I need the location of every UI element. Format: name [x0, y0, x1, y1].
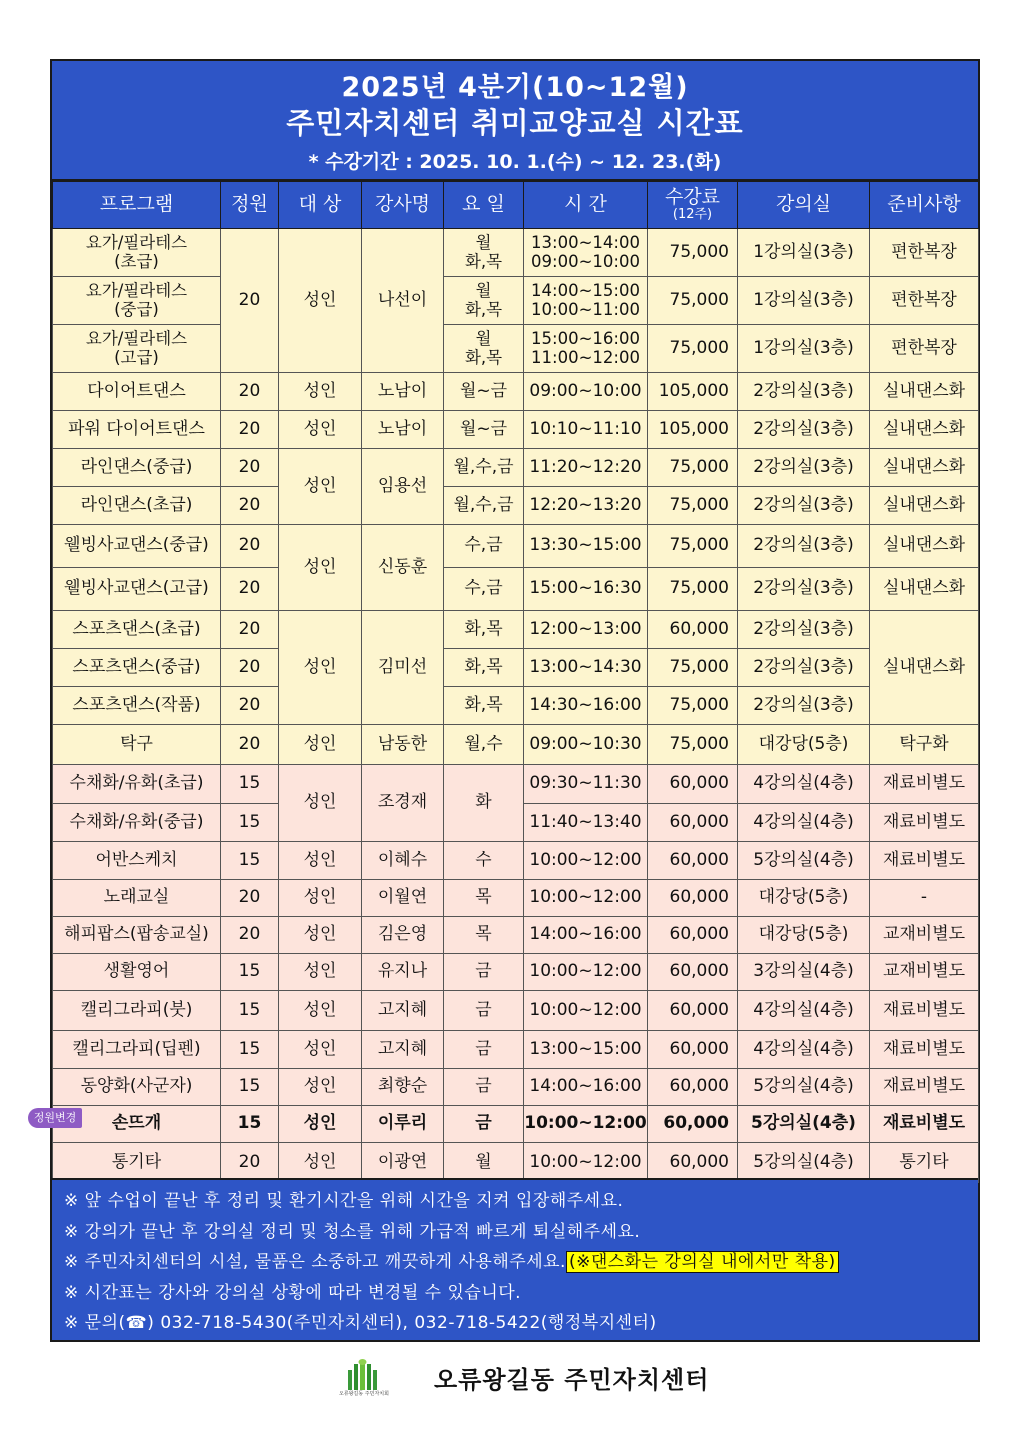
cell-room: 대강당(5층) [738, 880, 870, 917]
note-item [64, 1247, 978, 1278]
cell-day: 금 [444, 954, 524, 991]
cell-instructor: 이혜수 [362, 842, 444, 880]
cell-day: 수,금 [444, 525, 524, 568]
cell-program: 생활영어 [53, 954, 221, 991]
cell-program: 캘리그라피(딥펜) [53, 1031, 221, 1069]
cell-program: 수채화/유화(초급) [53, 765, 221, 804]
cell-day: 월 화,목 [444, 325, 524, 373]
cell-prep: 편한복장 [870, 277, 979, 325]
cell-time: 10:00~12:00 [524, 880, 648, 917]
col-capacity: 정원 [221, 182, 279, 229]
cell-day: 화 [444, 765, 524, 842]
cell-instructor: 이광연 [362, 1143, 444, 1183]
table-row [53, 991, 979, 1031]
cell-capacity: 15 [221, 991, 279, 1031]
notes-box [52, 1178, 978, 1340]
cell-instructor: 조경재 [362, 765, 444, 842]
cell-program: 요가/필라테스 (중급) [53, 277, 221, 325]
cell-target: 성인 [279, 880, 362, 917]
cell-target: 성인 [279, 525, 362, 611]
table-row [53, 1106, 979, 1143]
cell-target: 성인 [279, 1106, 362, 1143]
col-time: 시 간 [524, 182, 648, 229]
table-row [53, 611, 979, 649]
cell-instructor: 유지나 [362, 954, 444, 991]
cell-capacity: 20 [221, 687, 279, 725]
cell-fee: 60,000 [648, 991, 738, 1031]
cell-room: 2강의실(3층) [738, 373, 870, 411]
cell-capacity: 20 [221, 880, 279, 917]
cell-fee: 60,000 [648, 611, 738, 649]
note-item: ※ 강의가 끝난 후 강의실 정리 및 청소를 위해 가급적 빠르게 퇴실해주세요. [64, 1221, 641, 1242]
cell-room: 2강의실(3층) [738, 487, 870, 525]
cell-room: 2강의실(3층) [738, 525, 870, 568]
cell-program: 동양화(사군자) [53, 1069, 221, 1106]
cell-day: 화,목 [444, 611, 524, 649]
cell-day: 월~금 [444, 411, 524, 449]
table-row [53, 1031, 979, 1069]
cell-target: 성인 [279, 842, 362, 880]
cell-room: 1강의실(3층) [738, 277, 870, 325]
table-row [53, 842, 979, 880]
cell-capacity: 15 [221, 954, 279, 991]
title-line-1: 2025년 4분기(10~12월) [341, 72, 689, 103]
note-item: ※ 앞 수업이 끝난 후 정리 및 환기시간을 위해 시간을 지켜 입장해주세요. [64, 1191, 624, 1211]
cell-target: 성인 [279, 1143, 362, 1183]
cell-day: 금 [444, 1106, 524, 1143]
footer [0, 1352, 1024, 1412]
cell-prep: - [870, 880, 979, 917]
col-target: 대 상 [279, 182, 362, 229]
cell-program: 탁구 [53, 725, 221, 765]
table-row [53, 487, 979, 525]
note-highlight: (※댄스화는 강의실 내에서만 착용) [566, 1251, 839, 1273]
cell-room: 2강의실(3층) [738, 411, 870, 449]
col-room: 강의실 [738, 182, 870, 229]
cell-room: 2강의실(3층) [738, 449, 870, 487]
cell-time: 11:20~12:20 [524, 449, 648, 487]
table-row [53, 1069, 979, 1106]
cell-prep: 실내댄스화 [870, 525, 979, 568]
cell-day: 월 [444, 1143, 524, 1183]
timetable [52, 181, 979, 1183]
table-row [53, 411, 979, 449]
cell-time: 13:00~14:30 [524, 649, 648, 687]
cell-fee: 60,000 [648, 1069, 738, 1106]
cell-time: 09:30~11:30 [524, 765, 648, 804]
cell-prep: 재료비별도 [870, 1106, 979, 1143]
cell-program: 요가/필라테스 (고급) [53, 325, 221, 373]
cell-time: 10:10~11:10 [524, 411, 648, 449]
cell-room: 2강의실(3층) [738, 649, 870, 687]
cell-day: 월~금 [444, 373, 524, 411]
cell-prep: 실내댄스화 [870, 611, 979, 725]
cell-program: 스포츠댄스(초급) [53, 611, 221, 649]
cell-room: 2강의실(3층) [738, 687, 870, 725]
cell-time: 14:00~16:00 [524, 1069, 648, 1106]
cell-fee: 75,000 [648, 568, 738, 611]
cell-room: 2강의실(3층) [738, 611, 870, 649]
cell-fee: 75,000 [648, 687, 738, 725]
cell-room: 3강의실(4층) [738, 954, 870, 991]
cell-fee: 60,000 [648, 954, 738, 991]
title-line-2: 주민자치센터 취미교양교실 시간표 [286, 106, 744, 140]
cell-instructor: 이월연 [362, 880, 444, 917]
org-name: 오류왕길동 주민자치센터 [434, 1366, 710, 1394]
cell-instructor: 김미선 [362, 611, 444, 725]
cell-day: 수 [444, 842, 524, 880]
cell-capacity: 20 [221, 568, 279, 611]
cell-fee: 105,000 [648, 411, 738, 449]
cell-time: 09:00~10:30 [524, 725, 648, 765]
cell-room: 2강의실(3층) [738, 568, 870, 611]
table-row [53, 1143, 979, 1183]
cell-fee: 60,000 [648, 804, 738, 842]
cell-program: 요가/필라테스 (초급) [53, 229, 221, 277]
cell-target: 성인 [279, 991, 362, 1031]
cell-room: 대강당(5층) [738, 725, 870, 765]
cell-program: 라인댄스(중급) [53, 449, 221, 487]
cell-capacity: 20 [221, 229, 279, 373]
cell-capacity: 20 [221, 373, 279, 411]
cell-program: 캘리그라피(붓) [53, 991, 221, 1031]
cell-target: 성인 [279, 611, 362, 725]
col-instructor: 강사명 [362, 182, 444, 229]
cell-target: 성인 [279, 1069, 362, 1106]
cell-day: 월,수 [444, 725, 524, 765]
cell-time: 11:40~13:40 [524, 804, 648, 842]
table-row [53, 725, 979, 765]
cell-room: 1강의실(3층) [738, 325, 870, 373]
cell-capacity: 15 [221, 1106, 279, 1143]
cell-time: 09:00~10:00 [524, 373, 648, 411]
cell-day: 월,수,금 [444, 449, 524, 487]
cell-target: 성인 [279, 449, 362, 525]
cell-instructor: 이루리 [362, 1106, 444, 1143]
table-row [53, 325, 979, 373]
cell-prep: 실내댄스화 [870, 487, 979, 525]
cell-prep: 재료비별도 [870, 804, 979, 842]
cell-fee: 75,000 [648, 649, 738, 687]
cell-day: 화,목 [444, 649, 524, 687]
cell-capacity: 20 [221, 1143, 279, 1183]
cell-program: 다이어트댄스 [53, 373, 221, 411]
cell-prep: 실내댄스화 [870, 568, 979, 611]
table-row [53, 917, 979, 954]
cell-time: 13:00~14:00 09:00~10:00 [524, 229, 648, 277]
cell-capacity: 20 [221, 487, 279, 525]
cell-prep: 편한복장 [870, 325, 979, 373]
cell-fee: 60,000 [648, 765, 738, 804]
cell-time: 12:00~13:00 [524, 611, 648, 649]
cell-room: 4강의실(4층) [738, 804, 870, 842]
cell-fee: 60,000 [648, 1106, 738, 1143]
table-row [53, 525, 979, 568]
cell-fee: 60,000 [648, 842, 738, 880]
cell-capacity: 20 [221, 449, 279, 487]
cell-prep: 실내댄스화 [870, 411, 979, 449]
col-day: 요 일 [444, 182, 524, 229]
col-program: 프로그램 [53, 182, 221, 229]
cell-day: 월 화,목 [444, 277, 524, 325]
cell-target: 성인 [279, 1031, 362, 1069]
cell-fee: 60,000 [648, 1031, 738, 1069]
cell-target: 성인 [279, 917, 362, 954]
table-row [53, 954, 979, 991]
cell-instructor: 고지혜 [362, 1031, 444, 1069]
table-row [53, 765, 979, 804]
table-row [53, 229, 979, 277]
cell-capacity: 15 [221, 765, 279, 804]
cell-target: 성인 [279, 954, 362, 991]
cell-room: 4강의실(4층) [738, 991, 870, 1031]
cell-prep: 실내댄스화 [870, 373, 979, 411]
cell-capacity: 15 [221, 1069, 279, 1106]
cell-target: 성인 [279, 725, 362, 765]
cell-room: 5강의실(4층) [738, 1143, 870, 1183]
cell-time: 15:00~16:30 [524, 568, 648, 611]
cell-room: 5강의실(4층) [738, 1106, 870, 1143]
cell-prep: 재료비별도 [870, 1069, 979, 1106]
cell-prep: 실내댄스화 [870, 449, 979, 487]
cell-fee: 75,000 [648, 725, 738, 765]
col-fee-sub: (12주) [672, 207, 713, 223]
cell-instructor: 나선이 [362, 229, 444, 373]
cell-day: 금 [444, 1031, 524, 1069]
table-row [53, 277, 979, 325]
table-row [53, 880, 979, 917]
cell-program: 웰빙사교댄스(중급) [53, 525, 221, 568]
cell-time: 12:20~13:20 [524, 487, 648, 525]
cell-room: 1강의실(3층) [738, 229, 870, 277]
cell-instructor: 노남이 [362, 373, 444, 411]
cell-time: 14:30~16:00 [524, 687, 648, 725]
cell-fee: 75,000 [648, 449, 738, 487]
cell-instructor: 고지혜 [362, 991, 444, 1031]
cell-time: 10:00~12:00 [524, 1106, 648, 1143]
table-row [53, 568, 979, 611]
cell-program: 해피팝스(팝송교실) [53, 917, 221, 954]
cell-target: 성인 [279, 229, 362, 373]
cell-fee: 75,000 [648, 487, 738, 525]
cell-fee: 60,000 [648, 1143, 738, 1183]
cell-prep: 통기타 [870, 1143, 979, 1183]
col-fee-label: 수강료 [664, 186, 721, 209]
cell-room: 4강의실(4층) [738, 1031, 870, 1069]
cell-day: 월,수,금 [444, 487, 524, 525]
cell-room: 5강의실(4층) [738, 1069, 870, 1106]
capacity-change-badge: 정원변경 [28, 1108, 82, 1128]
cell-instructor: 최향순 [362, 1069, 444, 1106]
title-banner [52, 61, 978, 181]
cell-program: 수채화/유화(중급) [53, 804, 221, 842]
cell-time: 14:00~15:00 10:00~11:00 [524, 277, 648, 325]
table-row [53, 373, 979, 411]
cell-prep: 편한복장 [870, 229, 979, 277]
cell-time: 10:00~12:00 [524, 991, 648, 1031]
cell-time: 14:00~16:00 [524, 917, 648, 954]
cell-program: 파워 다이어트댄스 [53, 411, 221, 449]
cell-time: 10:00~12:00 [524, 954, 648, 991]
cell-prep: 교재비별도 [870, 954, 979, 991]
cell-capacity: 20 [221, 611, 279, 649]
cell-instructor: 김은영 [362, 917, 444, 954]
cell-room: 대강당(5층) [738, 917, 870, 954]
cell-day: 목 [444, 917, 524, 954]
note-item: ※ 문의(☎) 032-718-5430(주민자치센터), 032-718-5422(행정복지센터) [64, 1313, 657, 1333]
cell-fee: 75,000 [648, 277, 738, 325]
cell-instructor: 임용선 [362, 449, 444, 525]
cell-day: 금 [444, 991, 524, 1031]
cell-program: 손뜨개 [53, 1106, 221, 1143]
cell-prep: 탁구화 [870, 725, 979, 765]
cell-prep: 교재비별도 [870, 917, 979, 954]
cell-target: 성인 [279, 411, 362, 449]
cell-instructor: 노남이 [362, 411, 444, 449]
cell-program: 웰빙사교댄스(고급) [53, 568, 221, 611]
cell-time: 13:30~15:00 [524, 525, 648, 568]
header-row [53, 182, 979, 229]
cell-fee: 75,000 [648, 325, 738, 373]
table-row [53, 649, 979, 687]
period-line: * 수강기간 : 2025. 10. 1.(수) ~ 12. 23.(화) [308, 151, 722, 173]
cell-capacity: 15 [221, 842, 279, 880]
cell-prep: 재료비별도 [870, 765, 979, 804]
cell-target: 성인 [279, 373, 362, 411]
col-fee [648, 182, 738, 229]
cell-capacity: 15 [221, 804, 279, 842]
cell-room: 4강의실(4층) [738, 765, 870, 804]
cell-program: 노래교실 [53, 880, 221, 917]
cell-fee: 105,000 [648, 373, 738, 411]
cell-capacity: 20 [221, 725, 279, 765]
cell-program: 통기타 [53, 1143, 221, 1183]
note-item: ※ 시간표는 강사와 강의실 상황에 따라 변경될 수 있습니다. [64, 1282, 522, 1303]
cell-program: 스포츠댄스(중급) [53, 649, 221, 687]
cell-capacity: 20 [221, 525, 279, 568]
logo-caption: 오류왕길동 주민자치회 [339, 1391, 389, 1397]
cell-day: 화,목 [444, 687, 524, 725]
cell-time: 15:00~16:00 11:00~12:00 [524, 325, 648, 373]
cell-prep: 재료비별도 [870, 842, 979, 880]
cell-room: 5강의실(4층) [738, 842, 870, 880]
cell-program: 어반스케치 [53, 842, 221, 880]
cell-fee: 75,000 [648, 229, 738, 277]
cell-time: 10:00~12:00 [524, 1143, 648, 1183]
cell-capacity: 20 [221, 649, 279, 687]
cell-instructor: 남동한 [362, 725, 444, 765]
cell-capacity: 20 [221, 411, 279, 449]
cell-time: 10:00~12:00 [524, 842, 648, 880]
table-row [53, 687, 979, 725]
cell-day: 월 화,목 [444, 229, 524, 277]
note-text: ※ 주민자치센터의 시설, 물품은 소중하고 깨끗하게 사용해주세요. [64, 1252, 566, 1272]
cell-day: 금 [444, 1069, 524, 1106]
cell-capacity: 20 [221, 917, 279, 954]
cell-instructor: 신동훈 [362, 525, 444, 611]
cell-day: 목 [444, 880, 524, 917]
cell-target: 성인 [279, 765, 362, 842]
table-row [53, 449, 979, 487]
cell-fee: 60,000 [648, 917, 738, 954]
col-prep: 준비사항 [870, 182, 979, 229]
cell-program: 라인댄스(초급) [53, 487, 221, 525]
cell-capacity: 15 [221, 1031, 279, 1069]
cell-prep: 재료비별도 [870, 991, 979, 1031]
cell-fee: 60,000 [648, 880, 738, 917]
cell-day: 수,금 [444, 568, 524, 611]
cell-time: 13:00~15:00 [524, 1031, 648, 1069]
timetable-frame [50, 59, 980, 1342]
cell-program: 스포츠댄스(작품) [53, 687, 221, 725]
cell-prep: 재료비별도 [870, 1031, 979, 1069]
cell-fee: 75,000 [648, 525, 738, 568]
